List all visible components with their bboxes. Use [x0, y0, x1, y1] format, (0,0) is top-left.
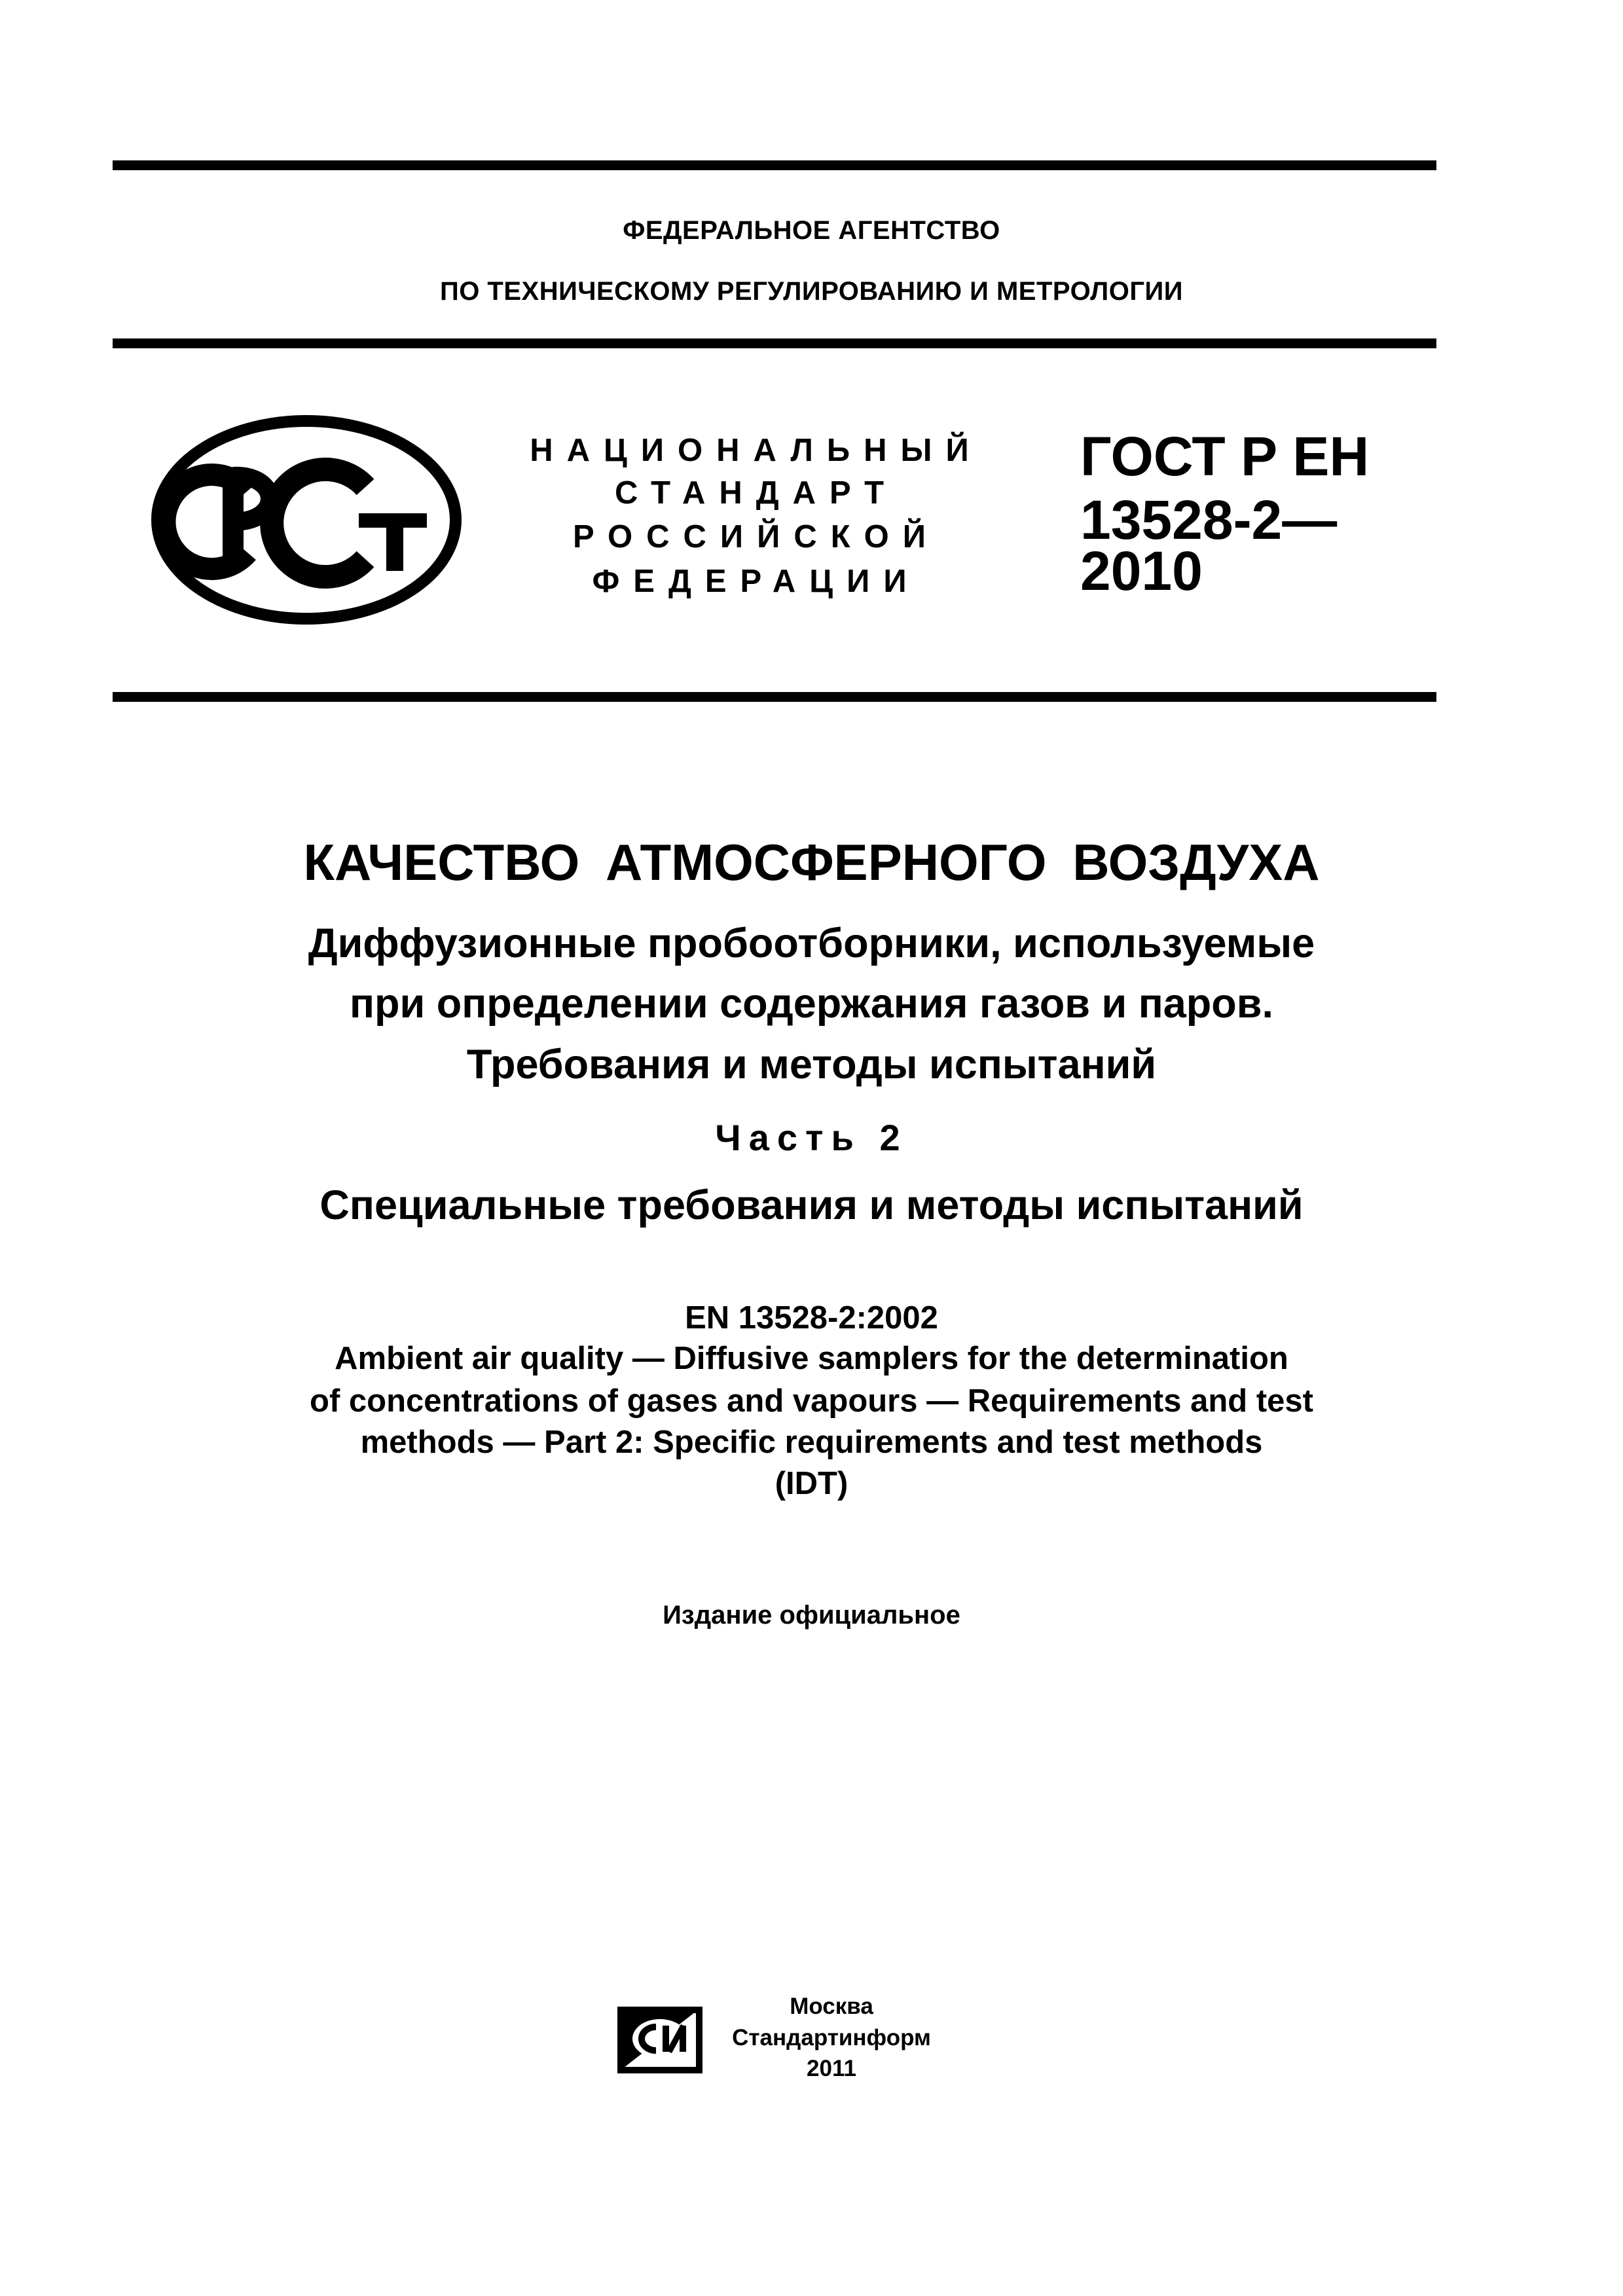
en-standard-title-line1: Ambient air quality — Diffusive samplers for the determination — [335, 1341, 1288, 1376]
standard-designation-line1: ГОСТ Р ЕН — [1080, 426, 1370, 487]
rst-certification-mark-icon — [149, 414, 464, 627]
document-part-title: Специальные требования и методы испытаний — [319, 1182, 1304, 1228]
national-standard-line3: РОССИЙСКОЙ — [573, 519, 939, 555]
agency-name-line2: ПО ТЕХНИЧЕСКОМУ РЕГУЛИРОВАНИЮ И МЕТРОЛОГИИ — [439, 277, 1184, 306]
document-title: КАЧЕСТВО АТМОСФЕРНОГО ВОЗДУХА — [303, 833, 1320, 891]
agency-name-line1: ФЕДЕРАЛЬНОЕ АГЕНТСТВО — [623, 216, 1000, 245]
publisher-name: Стандартинформ — [732, 2025, 931, 2050]
en-standard-degree: (IDT) — [775, 1466, 848, 1501]
standard-designation-line2: 13528-2— — [1080, 489, 1338, 551]
designation-bottom-rule — [113, 692, 1436, 702]
edition-label: Издание официальное — [663, 1601, 960, 1630]
document-subtitle-line1: Диффузионные пробоотборники, используемые — [308, 920, 1315, 966]
publisher-year: 2011 — [807, 2056, 856, 2081]
document-part-number: Часть 2 — [715, 1117, 908, 1158]
national-standard-line1: НАЦИОНАЛЬНЫЙ — [530, 433, 983, 468]
publisher-city: Москва — [790, 1994, 873, 2019]
top-rule — [113, 160, 1436, 170]
en-standard-title-line3: methods — Part 2: Specific requirements and test methods — [360, 1425, 1263, 1460]
document-subtitle-line2: при определении содержания газов и паров. — [349, 981, 1273, 1027]
standartinform-logo-icon — [606, 1998, 711, 2077]
national-standard-line2: СТАНДАРТ — [614, 475, 898, 511]
en-standard-code: EN 13528-2:2002 — [685, 1300, 938, 1336]
document-subtitle-line3: Требования и методы испытаний — [466, 1042, 1157, 1087]
standard-designation-line3: 2010 — [1080, 540, 1203, 602]
en-standard-title-line2: of concentrations of gases and vapours — Requirements and test — [310, 1383, 1313, 1419]
national-standard-line4: ФЕДЕРАЦИИ — [592, 564, 921, 599]
header-bottom-rule — [113, 338, 1436, 348]
